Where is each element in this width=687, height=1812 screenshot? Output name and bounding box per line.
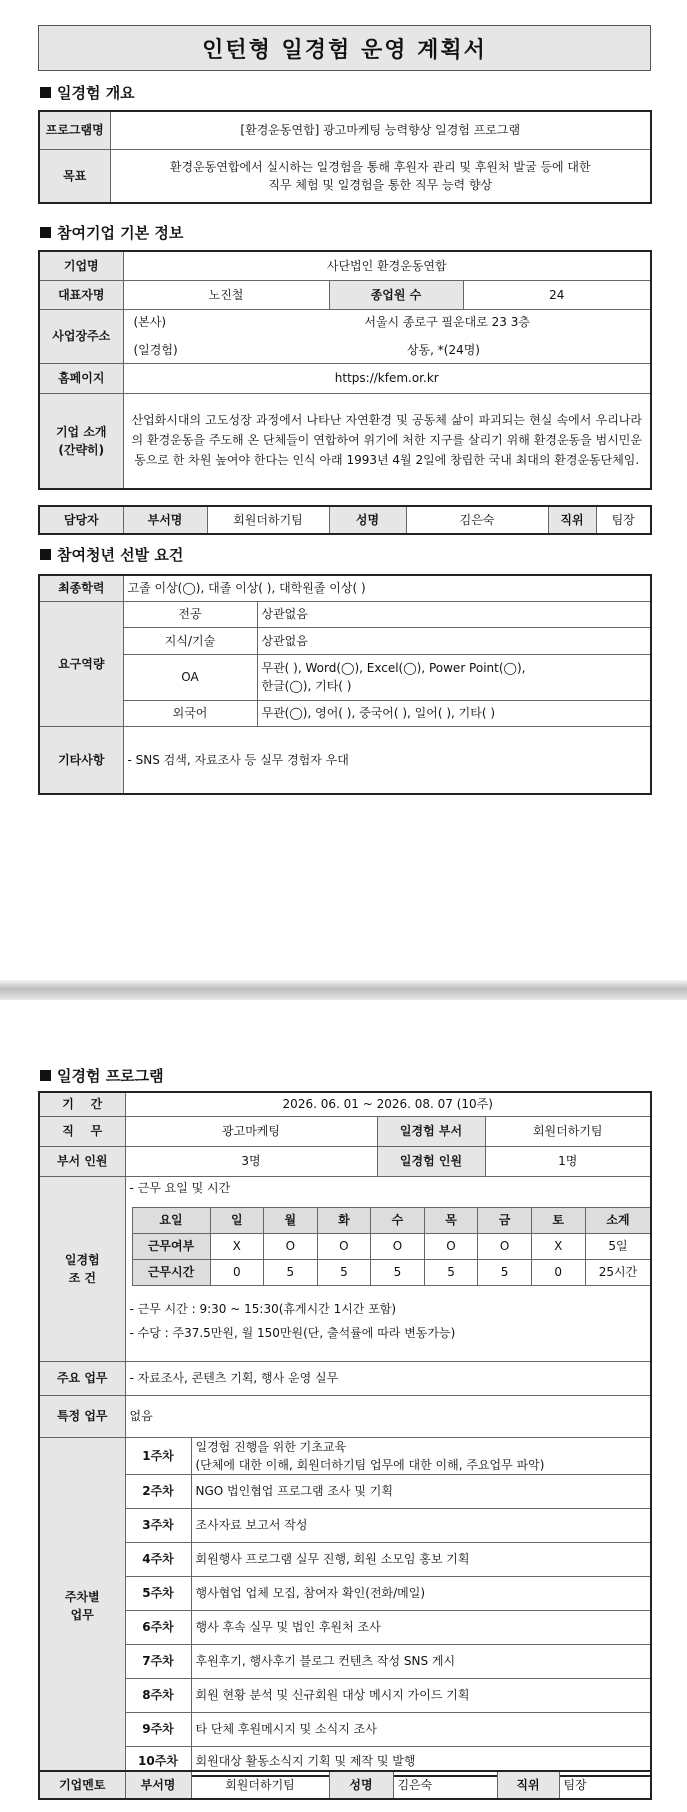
contact-name-label: 성명 xyxy=(329,506,406,534)
main-duty-value: - 자료조사, 콘텐츠 기획, 행사 운영 실무 xyxy=(125,1361,651,1395)
intern-count-label: 일경험 인원 xyxy=(377,1146,485,1176)
contact-name-value: 김은숙 xyxy=(406,506,548,534)
page-break xyxy=(0,980,687,1000)
mentor-position-label: 직위 xyxy=(497,1771,559,1799)
condition-work-time: - 근무 시간 : 9:30 ~ 15:30(휴게시간 1시간 포함) xyxy=(129,1301,397,1316)
intern-count-value: 1명 xyxy=(485,1146,651,1176)
week-task: 행사 후속 실무 및 법인 후원처 조사 xyxy=(191,1610,651,1644)
week-task: 회원대상 활동소식지 기획 및 제작 및 발행 xyxy=(191,1746,651,1776)
period-value: 2026. 06. 01 ~ 2026. 08. 07 (10주) xyxy=(125,1092,651,1116)
week-task: 회원행사 프로그램 실무 진행, 회원 소모임 홍보 기획 xyxy=(191,1542,651,1576)
goal-line-2: 직무 체험 및 일경험을 통한 직무 능력 향상 xyxy=(268,177,493,192)
oa-label: OA xyxy=(123,654,257,700)
address-work-tag: (일경험) xyxy=(133,343,178,357)
language-label: 외국어 xyxy=(123,700,257,726)
square-bullet-icon xyxy=(40,87,51,98)
special-duty-value: 없음 xyxy=(125,1395,651,1437)
mentor-position-value: 팀장 xyxy=(559,1771,651,1799)
intro-label xyxy=(39,393,123,489)
week-task: 행사협업 업체 모집, 참여자 확인(전화/메일) xyxy=(191,1576,651,1610)
schedule-header: 금 xyxy=(478,1207,532,1233)
section-heading-requirements xyxy=(40,544,183,565)
competency-label: 요구역량 xyxy=(39,601,123,726)
week-task-line-2: (단체에 대한 이해, 회원더하기팀 업무에 대한 이해, 주요업무 파악) xyxy=(195,1457,545,1472)
contact-position-label: 직위 xyxy=(548,506,596,534)
week-label: 3주차 xyxy=(125,1508,191,1542)
schedule-cell: O xyxy=(264,1233,318,1259)
schedule-cell: 5 xyxy=(317,1259,371,1285)
requirements-table xyxy=(38,574,652,795)
schedule-header: 화 xyxy=(317,1207,371,1233)
employee-count-label: 종업원 수 xyxy=(329,280,463,309)
section-heading-text: 참여청년 선발 요건 xyxy=(57,546,184,564)
condition-intro: - 근무 요일 및 시간 xyxy=(129,1180,231,1195)
intro-value: 산업화시대의 고도성장 과정에서 나타난 자연환경 및 공동체 삶이 파괴되는 현실 속에서 우리나라의 환경운동을 주도해 온 단체들이 연합하여 위기에 처한 지구를 살리기 위해 환경운동을 범시민운동으로 한 차원 높여야 한다는 인식 아래 1993년 4월 2일에 창립한 국내 최대의 환경운동단체임. xyxy=(123,393,651,489)
ceo-value: 노진철 xyxy=(123,280,329,309)
address-label: 사업장주소 xyxy=(39,309,123,363)
major-value: 상관없음 xyxy=(257,601,651,627)
square-bullet-icon xyxy=(40,549,51,560)
work-dept-label: 일경험 부서 xyxy=(377,1116,485,1146)
ceo-label: 대표자명 xyxy=(39,280,123,309)
special-duty-label: 특정 업무 xyxy=(39,1395,125,1437)
program-name-value: [환경운동연합] 광고마케팅 능력향상 일경험 프로그램 xyxy=(110,111,651,149)
goal-label: 목표 xyxy=(39,149,110,203)
schedule-header: 소계 xyxy=(585,1207,651,1233)
weekly-label-line-2: 업무 xyxy=(70,1608,94,1623)
company-table xyxy=(38,250,652,490)
oa-line-2: 한글(◯), 기타( ) xyxy=(261,679,352,693)
company-name-label: 기업명 xyxy=(39,251,123,280)
weekly-duty-label xyxy=(39,1437,125,1776)
week-task: NGO 법인협업 프로그램 조사 및 기획 xyxy=(191,1474,651,1508)
oa-value xyxy=(257,654,651,700)
section-heading-text: 참여기업 기본 정보 xyxy=(57,224,184,242)
schedule-cell: 0 xyxy=(531,1259,585,1285)
week-label: 2주차 xyxy=(125,1474,191,1508)
weekly-label-line-1: 주차별 xyxy=(64,1590,100,1605)
company-name-value: 사단법인 환경운동연합 xyxy=(123,251,651,280)
contact-position-value: 팀장 xyxy=(596,506,651,534)
homepage-value[interactable]: https://kfem.or.kr xyxy=(123,363,651,393)
schedule-cell: O xyxy=(424,1233,478,1259)
section-heading-text: 일경험 개요 xyxy=(57,84,135,102)
week-task: 조사자료 보고서 작성 xyxy=(191,1508,651,1542)
section-heading-text: 일경험 프로그램 xyxy=(57,1067,164,1085)
week-label: 6주차 xyxy=(125,1610,191,1644)
condition-label-line-1: 일경험 xyxy=(64,1252,100,1267)
education-label: 최종학력 xyxy=(39,575,123,601)
schedule-cell: X xyxy=(531,1233,585,1259)
schedule-row-label: 근무여부 xyxy=(132,1233,210,1259)
schedule-cell: 5 xyxy=(424,1259,478,1285)
program-table xyxy=(38,1091,652,1777)
mentor-dept-label: 부서명 xyxy=(125,1771,191,1799)
schedule-cell: 5 xyxy=(371,1259,425,1285)
document-page-2 xyxy=(0,1000,687,1812)
address-work: 상동, *(24명) xyxy=(406,343,480,357)
mentor-label: 기업멘토 xyxy=(39,1771,125,1799)
section-heading-overview xyxy=(40,82,135,103)
goal-value xyxy=(110,149,651,203)
language-value: 무관(◯), 영어( ), 중국어( ), 일어( ), 기타( ) xyxy=(257,700,651,726)
oa-line-1: 무관( ), Word(◯), Excel(◯), Power Point(◯), xyxy=(261,661,526,675)
schedule-table xyxy=(132,1207,652,1286)
condition-pay: - 수당 : 주37.5만원, 월 150만원(단, 출석률에 따라 변동가능) xyxy=(129,1325,456,1340)
homepage-label: 홈페이지 xyxy=(39,363,123,393)
mentor-name-value: 김은숙 xyxy=(393,1771,497,1799)
address-value xyxy=(123,309,651,363)
schedule-cell: O xyxy=(371,1233,425,1259)
schedule-cell: O xyxy=(478,1233,532,1259)
week-task: 회원 현황 분석 및 신규회원 대상 메시지 가이드 기획 xyxy=(191,1678,651,1712)
week-task: 후원후기, 행사후기 블로그 컨텐츠 작성 SNS 게시 xyxy=(191,1644,651,1678)
schedule-header: 월 xyxy=(264,1207,318,1233)
section-heading-program xyxy=(40,1065,164,1086)
skill-label: 지식/기술 xyxy=(123,627,257,654)
schedule-cell: 25시간 xyxy=(585,1259,651,1285)
schedule-cell: 5일 xyxy=(585,1233,651,1259)
address-hq-tag: (본사) xyxy=(133,315,167,329)
overview-table xyxy=(38,110,652,204)
schedule-cell: O xyxy=(317,1233,371,1259)
contact-label: 담당자 xyxy=(39,506,123,534)
education-value: 고졸 이상(◯), 대졸 이상( ), 대학원졸 이상( ) xyxy=(123,575,651,601)
mentor-table xyxy=(38,1770,652,1800)
schedule-row-label: 근무시간 xyxy=(132,1259,210,1285)
week-task-line-1: 일경험 진행을 위한 기초교육 xyxy=(195,1439,347,1454)
dept-staff-value: 3명 xyxy=(125,1146,377,1176)
week-label: 9주차 xyxy=(125,1712,191,1746)
address-hq: 서울시 종로구 필운대로 23 3층 xyxy=(364,315,530,329)
week-label: 8주차 xyxy=(125,1678,191,1712)
week-task xyxy=(191,1437,651,1474)
schedule-header: 요일 xyxy=(132,1207,210,1233)
intro-label-line-1: 기업 소개 xyxy=(55,424,107,439)
condition-content xyxy=(125,1176,651,1361)
period-label: 기 간 xyxy=(39,1092,125,1116)
job-label: 직 무 xyxy=(39,1116,125,1146)
goal-line-1: 환경운동연합에서 실시하는 일경험을 통해 후원자 관리 및 후원처 발굴 등에 대한 xyxy=(169,159,591,174)
schedule-header: 일 xyxy=(210,1207,264,1233)
schedule-header: 토 xyxy=(531,1207,585,1233)
job-value: 광고마케팅 xyxy=(125,1116,377,1146)
document-title: 인턴형 일경험 운영 계획서 xyxy=(38,25,651,71)
etc-value: - SNS 검색, 자료조사 등 실무 경험자 우대 xyxy=(123,726,651,794)
week-label: 10주차 xyxy=(125,1746,191,1776)
week-label: 7주차 xyxy=(125,1644,191,1678)
condition-label-line-2: 조 건 xyxy=(68,1270,96,1285)
main-duty-label: 주요 업무 xyxy=(39,1361,125,1395)
schedule-cell: X xyxy=(210,1233,264,1259)
program-name-label: 프로그램명 xyxy=(39,111,110,149)
square-bullet-icon xyxy=(40,1070,51,1081)
skill-value: 상관없음 xyxy=(257,627,651,654)
contact-dept-value: 회원더하기팀 xyxy=(207,506,329,534)
intro-label-line-2: (간략히) xyxy=(58,442,105,457)
week-task: 타 단체 후원메시지 및 소식지 조사 xyxy=(191,1712,651,1746)
work-dept-value: 회원더하기팀 xyxy=(485,1116,651,1146)
contact-dept-label: 부서명 xyxy=(123,506,207,534)
etc-label: 기타사항 xyxy=(39,726,123,794)
mentor-dept-value: 회원더하기팀 xyxy=(191,1771,329,1799)
schedule-cell: 5 xyxy=(264,1259,318,1285)
section-heading-company xyxy=(40,222,183,243)
week-label: 1주차 xyxy=(125,1437,191,1474)
week-label: 4주차 xyxy=(125,1542,191,1576)
schedule-header: 수 xyxy=(371,1207,425,1233)
dept-staff-label: 부서 인원 xyxy=(39,1146,125,1176)
condition-label xyxy=(39,1176,125,1361)
schedule-cell: 5 xyxy=(478,1259,532,1285)
major-label: 전공 xyxy=(123,601,257,627)
mentor-name-label: 성명 xyxy=(329,1771,393,1799)
square-bullet-icon xyxy=(40,227,51,238)
employee-count-value: 24 xyxy=(463,280,651,309)
schedule-header: 목 xyxy=(424,1207,478,1233)
contact-table xyxy=(38,505,652,535)
week-label: 5주차 xyxy=(125,1576,191,1610)
schedule-cell: 0 xyxy=(210,1259,264,1285)
